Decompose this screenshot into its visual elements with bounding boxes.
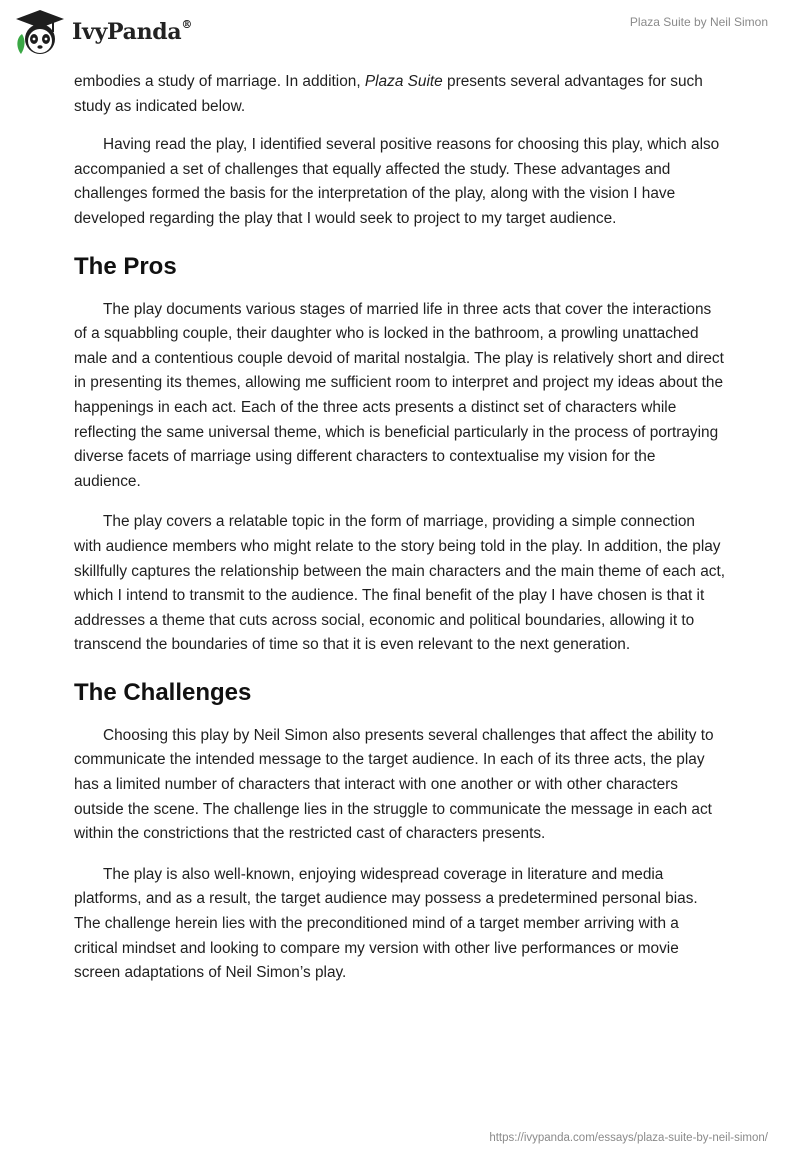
pros-paragraph-1: The play documents various stages of married life in three acts that cover the interactions of a squabbling couple, their daughter who is locked in the bathroom, a prowling unattached male and a contentious couple devoid of marital nostalgia. The play is relatively short and direct in presenting its themes, allowing me sufficient room to interpret and project my ideas about the happenings in each act. Each of the three acts presents a distinct set of characters while reflecting the same universal theme, which is beneficial particularly in the process of portraying diverse facets of marriage using different characters to contextualise my vision for the audience. xyxy=(74,300,724,490)
intro-paragraph-continued: embodies a study of marriage. In addition, Plaza Suite presents several advantages for such study as indicated below. xyxy=(74,73,703,115)
essay-body xyxy=(74,70,726,986)
section-heading-pros: The Pros xyxy=(74,252,177,280)
panda-graduation-cap-icon xyxy=(14,8,66,56)
logo-text: IvyPanda® xyxy=(72,17,193,45)
intro-paragraph: Having read the play, I identified several positive reasons for choosing this play, which also accompanied a set of challenges that equally affected the study. These advantages and challenges formed the basis for the interpretation of the play, along with the vision I have developed regarding the play that I would seek to project to my target audience. xyxy=(74,136,720,227)
source-url[interactable]: https://ivypanda.com/essays/plaza-suite-by-neil-simon/ xyxy=(489,1132,768,1144)
section-heading-challenges: The Challenges xyxy=(74,678,252,706)
ivypanda-logo[interactable] xyxy=(14,8,192,56)
challenges-paragraph-2: The play is also well-known, enjoying widespread coverage in literature and media platforms, and as a result, the target audience may possess a predetermined personal bias. The challenge herein lies with the preconditioned mind of a target member arriving with a critical mindset and looking to compare my version with other live performances or movie screen adaptations of Neil Simon’s play. xyxy=(74,865,698,982)
play-title-italic: Plaza Suite xyxy=(364,73,443,90)
pros-paragraph-2: The play covers a relatable topic in the form of marriage, providing a simple connection with audience members who might relate to the story being told in the play. In addition, the play skillfully captures the relationship between the main characters and the main theme of each act, which I intend to transmit to the audience. The final benefit of the play I have chosen is that it addresses a theme that cuts across social, economic and political boundaries, allowing it to transcend the boundaries of time so that it is even relevant to the next generation. xyxy=(74,513,726,654)
challenges-paragraph-1: Choosing this play by Neil Simon also presents several challenges that affect the ability to communicate the intended message to the target audience. In each of its three acts, the play has a limited number of characters that interact with one another or with other characters outside the scene. The challenge lies in the struggle to communicate the message in each act within the constrictions that the restricted cast of characters presents. xyxy=(74,726,714,843)
page-header xyxy=(0,0,800,70)
document-title: Plaza Suite by Neil Simon xyxy=(629,15,768,29)
